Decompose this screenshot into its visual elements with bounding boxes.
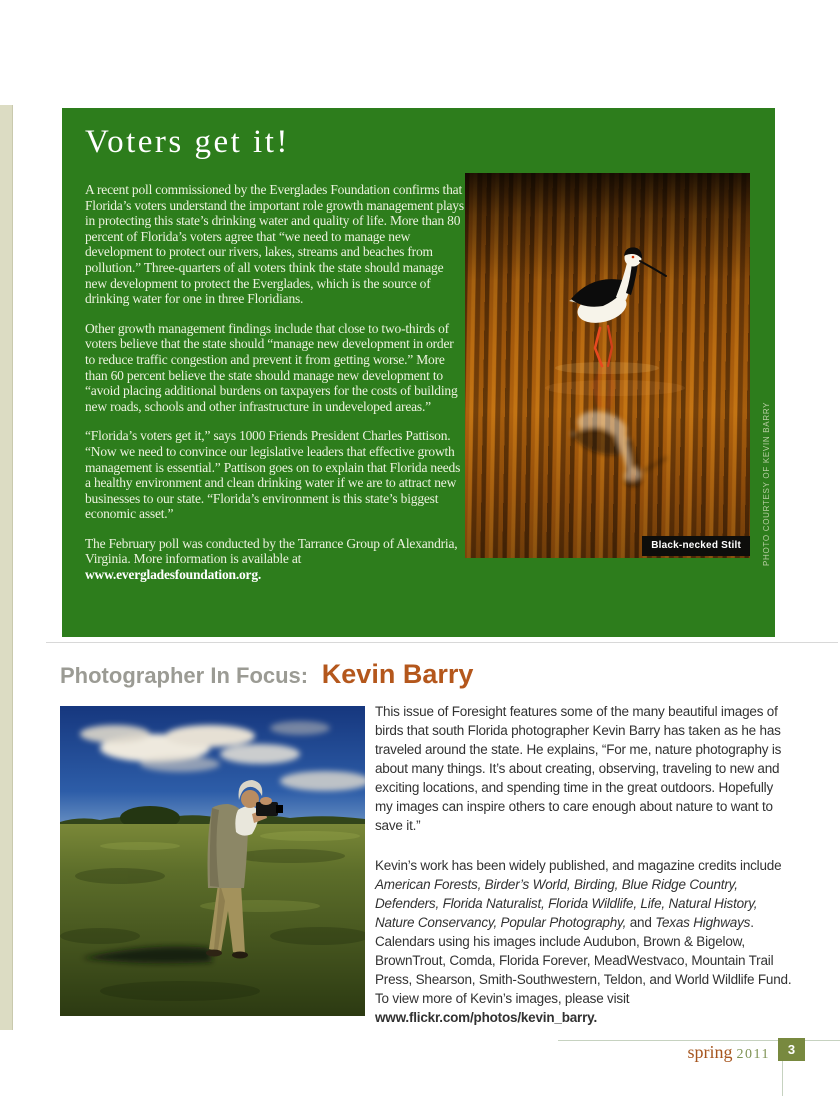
photo-credit-vertical-text: PHOTO COURTESY OF KEVIN BARRY — [762, 401, 771, 566]
footer-issue-label — [470, 1042, 770, 1063]
section-divider — [46, 642, 838, 643]
voters-body — [85, 182, 465, 597]
text-segment: . Calendars using his images include Audubon, Brown & Bigelow, BrownTrout, Comda, Florida Forever, MeadWestvaco, Mountain Trail Press, Shearson, Smith-Southwestern, Teldon, and World Wildlife Fund. To view more of Kevin’s images, please visit — [375, 915, 792, 1006]
photographer-bio — [375, 702, 793, 1048]
heading-prefix: Photographer In Focus: — [60, 663, 309, 688]
bird-photo-caption: Black-necked Stilt — [642, 536, 750, 556]
left-edge-strip — [0, 105, 13, 1030]
stilt-bird — [569, 247, 666, 366]
heading-photographer-name: Kevin Barry — [321, 659, 474, 689]
flickr-url[interactable]: www.flickr.com/photos/kevin_barry. — [375, 1010, 598, 1025]
voters-section — [62, 108, 775, 637]
text-segment: The February poll was conducted by the Tarrance Group of Alexandria, Virginia. More information is available at — [85, 535, 458, 567]
photographer-illustration — [60, 706, 365, 1016]
text-segment: Texas Highways — [655, 915, 751, 930]
bird-photo — [465, 173, 750, 558]
text-segment: Kevin’s work has been widely published, and magazine credits include — [375, 858, 782, 873]
voters-paragraph-3: “Florida’s voters get it,” says 1000 Friends President Charles Pattison. “Now we need to convince our legislative leaders that effective growth management is essential.” Pattison goes on to explain that Florida needs a healthy environment and clean drinking water if we are to attract new businesses to our state. “Florida’s environment is this state’s biggest economic asset.” — [85, 428, 461, 522]
voters-paragraph-2: Other growth management findings include that close to two-thirds of voters believe that the state should “manage new development in order to reduce traffic congestion and prevent it from getting worse.” More than 60 percent believe the state should manage new development to “avoid placing additional burdens on taxpayers for the costs of building new roads, schools and other infrastructure in undeveloped areas.” — [85, 320, 458, 414]
photographer-photo — [60, 706, 365, 1016]
everglades-foundation-url[interactable]: www.evergladesfoundation.org. — [85, 567, 262, 583]
bio-paragraph-2 — [375, 856, 793, 1027]
footer-season: spring — [687, 1042, 733, 1062]
voters-paragraph-1: A recent poll commissioned by the Everglades Foundation confirms that Florida’s voters understand the important role growth management plays in protecting this state’s drinking water and quality of life. More than 80 percent of Florida’s voters agree that “we need to manage new development to protect our rivers, lakes, streams and beaches from pollution.” Three-quarters of all voters think the state should manage new development to protect the Everglades, which is the source of drinking water for one in three Floridians. — [85, 182, 464, 307]
black-necked-stilt-illustration — [465, 173, 750, 558]
voters-closing-paragraph — [85, 536, 465, 583]
footer-vertical-rule — [782, 1061, 783, 1096]
photographer-in-focus-heading — [60, 658, 473, 692]
bio-paragraph-1: This issue of Foresight features some of the many beautiful images of birds that south Florida photographer Kevin Barry has taken as he has traveled around the state. He explains, “For me, nature photography is about many things. It’s about creating, observing, traveling to new and exciting locations, and spending time in the great outdoors. Hopefully my images can inspire others to care enough about nature to want to save it.” — [375, 704, 782, 833]
page-number-badge: 3 — [778, 1038, 805, 1061]
text-segment: American Forests, Birder’s World, Birding, Blue Ridge Country, Defenders, Florida Naturalist, Florida Wildlife, Life, Natural History, Nature Conservancy, Popular Photography, — [375, 877, 758, 930]
text-segment: and — [626, 915, 656, 930]
voters-title: Voters get it! — [85, 124, 290, 160]
footer-year: 2011 — [736, 1047, 770, 1062]
